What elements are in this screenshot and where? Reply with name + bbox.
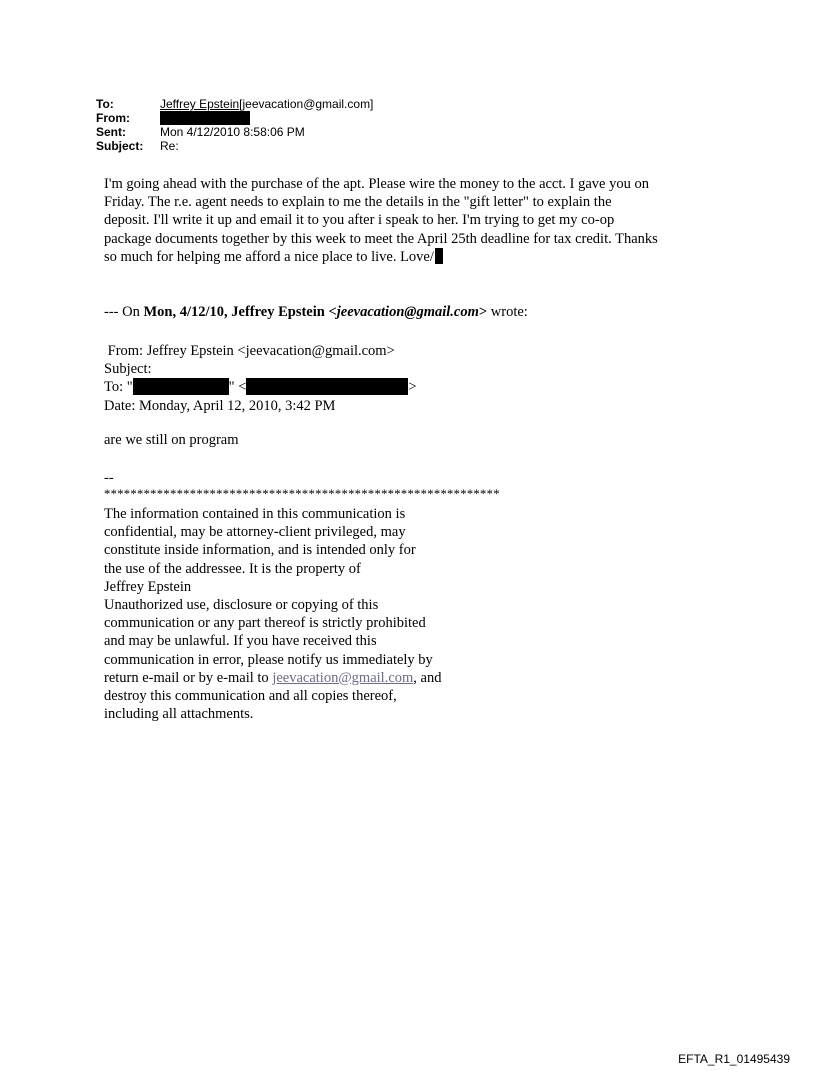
- signature-redaction: [435, 248, 443, 264]
- disclaimer-line: constitute inside information, and is intended only for: [104, 542, 416, 559]
- to-label: To:: [96, 97, 114, 111]
- quoted-body: are we still on program: [104, 432, 239, 448]
- message-line: [104, 248, 658, 266]
- disclaimer-email-link[interactable]: jeevacation@gmail.com: [272, 669, 414, 686]
- document-id: EFTA_R1_01495439: [678, 1052, 790, 1066]
- disclaimer-line: Jeffrey Epstein: [104, 578, 192, 595]
- disclaimer-line: the use of the addressee. It is the property of: [104, 560, 361, 577]
- message-body: [104, 175, 658, 266]
- disclaimer-line: and may be unlawful. If you have received this: [104, 633, 377, 650]
- signature-stars: ************************************************************: [104, 487, 500, 501]
- signature-dashes: --: [104, 470, 114, 486]
- to-email: [jeevacation@gmail.com]: [239, 97, 374, 111]
- quote-intro-email: jeevacation@gmail.com: [336, 304, 479, 320]
- sent-label: Sent:: [96, 125, 126, 139]
- quoted-subject: Subject:: [104, 361, 152, 378]
- quoted-date: Date: Monday, April 12, 2010, 3:42 PM: [104, 397, 336, 414]
- subject-value: Re:: [160, 139, 179, 153]
- disclaimer-line: destroy this communication and all copies thereof,: [104, 687, 397, 704]
- message-last-line: so much for helping me afford a nice place to live. Love/: [104, 248, 434, 265]
- quote-intro-sender: Mon, 4/12/10, Jeffrey Epstein: [143, 304, 329, 320]
- message-line: deposit. I'll write it up and email it to you after i speak to her. I'm trying to get my co-op: [104, 212, 615, 229]
- message-line: Friday. The r.e. agent needs to explain to me the details in the "gift letter" to explain the: [104, 194, 612, 211]
- disclaimer-line: return e-mail or by e-mail to jeevacation@gmail.com, and: [104, 669, 442, 686]
- disclaimer-line: Unauthorized use, disclosure or copying of this: [104, 596, 379, 613]
- disclaimer-line: communication in error, please notify us immediately by: [104, 651, 433, 668]
- quote-intro: --- On Mon, 4/12/10, Jeffrey Epstein <jeevacation@gmail.com> wrote:: [104, 304, 528, 320]
- quoted-to: To: " " < >: [104, 379, 417, 396]
- quoted-from: From: Jeffrey Epstein <jeevacation@gmail.com>: [104, 343, 395, 359]
- message-line: package documents together by this week to meet the April 25th deadline for tax credit. Thanks: [104, 230, 658, 247]
- disclaimer-line: including all attachments.: [104, 706, 254, 723]
- quoted-headers: [104, 342, 417, 415]
- disclaimer-line: The information contained in this communication is: [104, 506, 406, 522]
- to-email-redaction: [246, 378, 408, 395]
- message-line: I'm going ahead with the purchase of the apt. Please wire the money to the acct. I gave you on: [104, 176, 649, 192]
- from-label: From:: [96, 111, 130, 125]
- disclaimer-line: confidential, may be attorney-client privileged, may: [104, 524, 406, 541]
- disclaimer: [104, 505, 441, 723]
- from-redaction: [160, 111, 250, 125]
- subject-label: Subject:: [96, 139, 144, 153]
- to-name: Jeffrey Epstein: [160, 97, 240, 111]
- sent-value: Mon 4/12/2010 8:58:06 PM: [160, 125, 305, 139]
- to-name-redaction: [133, 378, 229, 395]
- disclaimer-line: communication or any part thereof is strictly prohibited: [104, 615, 426, 632]
